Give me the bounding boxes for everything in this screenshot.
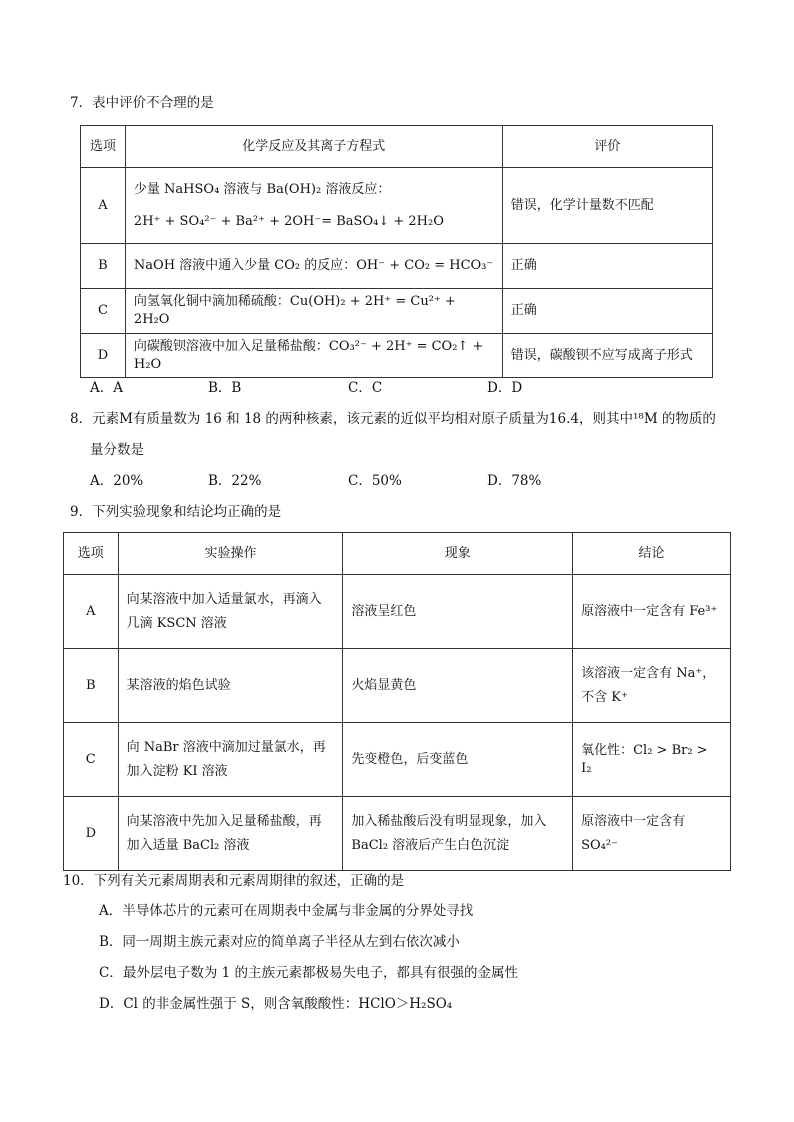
q7-a-line1: 少量 NaHSO₄ 溶液与 Ba(OH)₂ 溶液反应： — [133, 181, 391, 197]
q9-a-op1: 向某溶液中加入适量氯水，再滴入 — [126, 591, 322, 607]
q8-stem-line2: 量分数是 — [90, 442, 144, 458]
q10-option-b: B．同一周期主族元素对应的简单离子半径从左到右依次减小 — [99, 934, 460, 950]
q9-b-conc1: 该溶液一定含有 Na⁺， — [581, 665, 716, 681]
q9-row-conclusion: 氧化性：Cl₂ > Br₂ > I₂ — [573, 723, 731, 797]
q7-row-evaluation: 正确 — [502, 289, 712, 334]
table-row — [64, 575, 731, 649]
q9-row-operation: 某溶液的焰色试验 — [118, 649, 343, 723]
q7-row-label: D — [81, 334, 126, 378]
table-row — [81, 334, 713, 378]
q8-option-b: B．22% — [208, 473, 262, 489]
q7-row-equation — [125, 168, 502, 244]
q9-row-phenomenon: 先变橙色，后变蓝色 — [343, 723, 573, 797]
q9-d-phen2: BaCl₂ 溶液后产生白色沉淀 — [351, 837, 510, 853]
q9-d-op2: 加入适量 BaCl₂ 溶液 — [126, 837, 250, 853]
q9-row-operation — [118, 575, 343, 649]
q7-a-line2: 2H⁺ + SO₄²⁻ + Ba²⁺ + 2OH⁻= BaSO₄↓ + 2H₂O — [133, 213, 444, 229]
q9-row-label: C — [64, 723, 119, 797]
q9-b-conc2: 不含 K⁺ — [581, 689, 628, 705]
q10-option-a: A．半导体芯片的元素可在周期表中金属与非金属的分界处寻找 — [99, 903, 474, 919]
q9-row-phenomenon: 溶液呈红色 — [343, 575, 573, 649]
q7-header-evaluation: 评价 — [502, 126, 712, 168]
q8-option-c: C．50% — [348, 473, 402, 489]
q9-header-option: 选项 — [64, 533, 119, 575]
q9-row-phenomenon: 火焰显黄色 — [343, 649, 573, 723]
q9-d-op1: 向某溶液中先加入足量稀盐酸，再 — [126, 813, 322, 829]
q8-stem-line1: 8．元素M有质量数为 16 和 18 的两种核素，该元素的近似平均相对原子质量为16.4，则其中¹⁸M 的物质的 — [70, 411, 716, 427]
table-row — [64, 649, 731, 723]
table-row — [81, 244, 713, 289]
table-row — [81, 289, 713, 334]
q10-stem: 10．下列有关元素周期表和元素周期律的叙述，正确的是 — [63, 873, 405, 889]
q10-option-c: C．最外层电子数为 1 的主族元素都极易失电子，都具有很强的金属性 — [99, 965, 519, 981]
q7-row-label: B — [81, 244, 126, 289]
q7-row-evaluation: 正确 — [502, 244, 712, 289]
q7-row-evaluation: 错误，化学计量数不匹配 — [502, 168, 712, 244]
q9-row-phenomenon — [343, 797, 573, 871]
q7-row-label: C — [81, 289, 126, 334]
q9-d-conc2: SO₄²⁻ — [581, 837, 618, 853]
q9-d-conc1: 原溶液中一定含有 — [581, 813, 686, 829]
q7-option-c: C．C — [348, 380, 383, 396]
q9-c-op1: 向 NaBr 溶液中滴加过量氯水，再 — [126, 739, 326, 755]
table-row — [64, 723, 731, 797]
q7-option-d: D．D — [487, 380, 523, 396]
q9-table — [63, 532, 731, 871]
q9-stem: 9．下列实验现象和结论均正确的是 — [70, 504, 282, 520]
q7-header-row — [81, 126, 713, 168]
q9-row-label: A — [64, 575, 119, 649]
q9-header-phenomenon: 现象 — [343, 533, 573, 575]
q8-option-a: A．20% — [90, 473, 144, 489]
q9-row-label: D — [64, 797, 119, 871]
table-row — [64, 797, 731, 871]
q7-row-equation: NaOH 溶液中通入少量 CO₂ 的反应：OH⁻ + CO₂ = HCO₃⁻ — [125, 244, 502, 289]
q9-header-operation: 实验操作 — [118, 533, 343, 575]
q7-row-equation: 向氢氧化铜中滴加稀硫酸：Cu(OH)₂ + 2H⁺ = Cu²⁺ + 2H₂O — [125, 289, 502, 334]
q9-row-operation — [118, 723, 343, 797]
q9-header-conclusion: 结论 — [573, 533, 731, 575]
q7-table — [80, 125, 713, 378]
q7-row-label: A — [81, 168, 126, 244]
q10-option-d: D．Cl 的非金属性强于 S，则含氧酸酸性：HClO＞H₂SO₄ — [99, 996, 453, 1012]
q9-row-conclusion — [573, 649, 731, 723]
q7-row-equation: 向碳酸钡溶液中加入足量稀盐酸：CO₃²⁻ + 2H⁺ = CO₂↑ + H₂O — [125, 334, 502, 378]
q9-row-operation — [118, 797, 343, 871]
q9-c-op2: 加入淀粉 KI 溶液 — [126, 763, 228, 779]
q7-row-evaluation: 错误，碳酸钡不应写成离子形式 — [502, 334, 712, 378]
q9-row-conclusion — [573, 797, 731, 871]
q7-header-option: 选项 — [81, 126, 126, 168]
q9-row-conclusion: 原溶液中一定含有 Fe³⁺ — [573, 575, 731, 649]
q9-a-op2: 几滴 KSCN 溶液 — [126, 615, 227, 631]
q9-header-row — [64, 533, 731, 575]
q7-header-equation: 化学反应及其离子方程式 — [125, 126, 502, 168]
table-row — [81, 168, 713, 244]
q7-option-a: A．A — [90, 380, 123, 396]
q9-d-phen1: 加入稀盐酸后没有明显现象，加入 — [351, 813, 547, 829]
q7-stem: 7．表中评价不合理的是 — [70, 95, 214, 111]
q8-option-d: D．78% — [487, 473, 542, 489]
q9-row-label: B — [64, 649, 119, 723]
q7-option-b: B．B — [208, 380, 242, 396]
